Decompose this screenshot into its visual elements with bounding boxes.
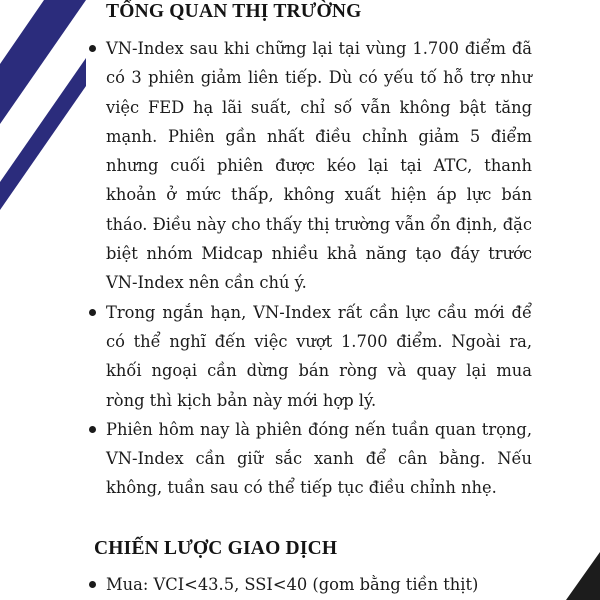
bullet-text: VN-Index sau khi chững lại tại vùng 1.700 điểm đã có 3 phiên giảm liên tiếp. Dù có yếu tố hỗ trợ như việc FED hạ lãi suất, chỉ số vẫn không bật tăng mạnh. Phiên gần nhất điều chỉnh giảm 5 điểm nhưng cuối phiên được kéo lại tại ATC, thanh khoản ở mức thấp, không xuất hiện áp lực bán tháo. Điều này cho thấy thị trường vẫn ổn định, đặc biệt nhóm Midcap nhiều khả năng tạo đáy trước VN-Index nên cần chú ý. — [106, 39, 532, 293]
corner-triangle — [566, 552, 600, 600]
overview-title: TỔNG QUAN THỊ TRƯỜNG — [106, 1, 362, 22]
bullet-text: Phiên hôm nay là phiên đóng nến tuần quan trọng, VN-Index cần giữ sắc xanh để cân bằng. Nếu không, tuần sau có thể tiếp tục điều chỉnh nhẹ. — [106, 419, 532, 498]
bullet-dot-icon — [89, 581, 96, 588]
bullet-dot-icon — [89, 309, 96, 316]
overview-bullet-list — [84, 34, 532, 503]
list-item — [84, 415, 532, 503]
list-item — [84, 298, 532, 415]
list-item — [84, 34, 532, 298]
strategy-item-text: Mua: VCI<43.5, SSI<40 (gom bằng tiền thịt) — [106, 575, 479, 594]
list-item — [84, 570, 564, 599]
stripe-wide — [0, 0, 86, 124]
bullet-dot-icon — [89, 426, 96, 433]
strategy-list — [84, 570, 564, 599]
bullet-dot-icon — [89, 45, 96, 52]
bullet-text: Trong ngắn hạn, VN-Index rất cần lực cầu mới để có thể nghĩ đến việc vượt 1.700 điểm. Ngoài ra, khối ngoại cần dừng bán ròng và quay lại mua ròng thì kịch bản này mới hợp lý. — [106, 302, 532, 410]
strategy-title: CHIẾN LƯỢC GIAO DỊCH — [94, 538, 338, 559]
